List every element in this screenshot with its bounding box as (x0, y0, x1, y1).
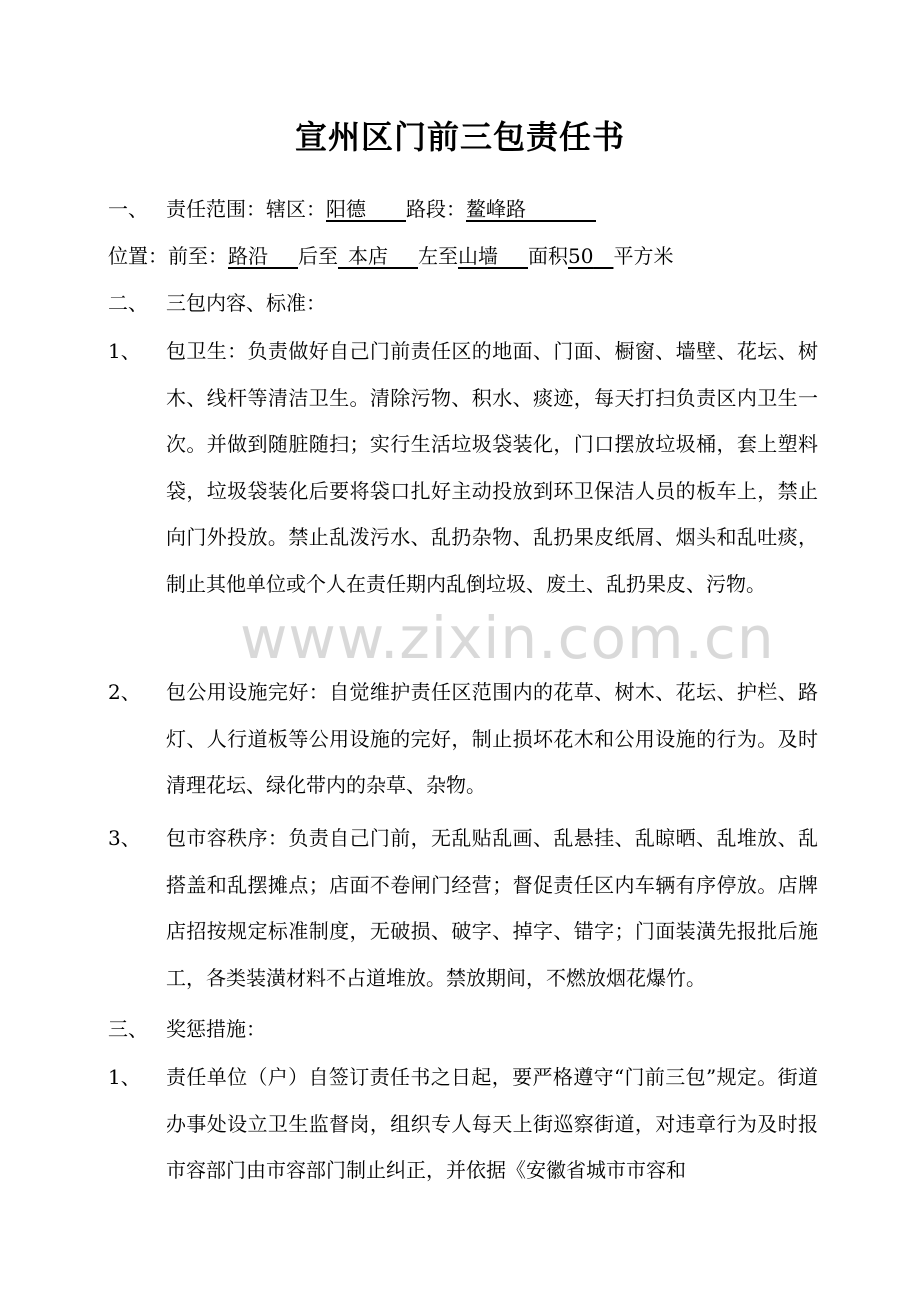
road-label: 路段： (406, 197, 466, 221)
content-item-3 (108, 815, 818, 1001)
back-value: 本店 (348, 244, 388, 268)
measure-item-1 (108, 1054, 818, 1194)
section-number: 二、 (108, 291, 148, 315)
page-title: 宣州区门前三包责任书 (294, 118, 625, 156)
road-value: 鳌峰路 (466, 197, 526, 221)
area-label: 面积 (528, 244, 568, 268)
left-label: 左至 (418, 244, 458, 268)
section-3-heading (108, 1006, 266, 1052)
position-label: 位置：前至： (108, 244, 228, 268)
section-label: 三包内容、标准： (166, 291, 326, 315)
watermark: www.zixin.com.cn (240, 604, 775, 672)
position-line (108, 233, 673, 279)
back-label: 后至 (298, 244, 338, 268)
item-number: 2、 (108, 680, 141, 704)
front-value: 路沿 (228, 244, 268, 268)
area-value: 50 (568, 244, 594, 268)
section-label: 奖惩措施： (166, 1017, 266, 1041)
section-number: 一、 (108, 197, 148, 221)
left-value: 山墙 (458, 244, 498, 268)
scope-label: 责任范围：辖区： (166, 197, 326, 221)
item-number: 1、 (108, 1065, 141, 1089)
item-text: 包市容秩序：负责自己门前，无乱贴乱画、乱悬挂、乱晾晒、乱堆放、乱搭盖和乱摆摊点；店面不卷闸门经营；督促责任区内车辆有序停放。店牌店招按规定标准制度，无破损、破字、掉字、错字；门面装潢先报批后施工，各类装潢材料不占道堆放。禁放期间，不燃放烟花爆竹。 (166, 826, 818, 990)
section-number: 三、 (108, 1017, 148, 1041)
section-2-heading (108, 280, 326, 326)
item-text: 责任单位（户）自签订责任书之日起，要严格遵守“门前三包”规定。街道办事处设立卫生监督岗，组织专人每天上街巡察街道，对违章行为及时报市容部门由市容部门制止纠正，并依据《安徽省城市市容和 (166, 1065, 818, 1182)
content-item-2 (108, 669, 818, 809)
content-item-1 (108, 328, 818, 607)
item-number: 3、 (108, 826, 141, 850)
item-number: 1、 (108, 339, 141, 363)
district-value: 阳德 (326, 197, 366, 221)
item-text: 包公用设施完好：自觉维护责任区范围内的花草、树木、花坛、护栏、路灯、人行道板等公用设施的完好，制止损坏花木和公用设施的行为。及时清理花坛、绿化带内的杂草、杂物。 (166, 680, 818, 797)
item-text: 包卫生：负责做好自己门前责任区的地面、门面、橱窗、墙壁、花坛、树木、线杆等清洁卫生。清除污物、积水、痰迹，每天打扫负责区内卫生一次。并做到随脏随扫；实行生活垃圾袋装化，门口摆放垃圾桶，套上塑料袋，垃圾袋装化后要将袋口扎好主动投放到环卫保洁人员的板车上，禁止向门外投放。禁止乱泼污水、乱扔杂物、乱扔果皮纸屑、烟头和乱吐痰，制止其他单位或个人在责任期内乱倒垃圾、废土、乱扔果皮、污物。 (166, 339, 818, 596)
area-unit: 平方米 (613, 244, 674, 268)
scope-line (108, 186, 596, 232)
